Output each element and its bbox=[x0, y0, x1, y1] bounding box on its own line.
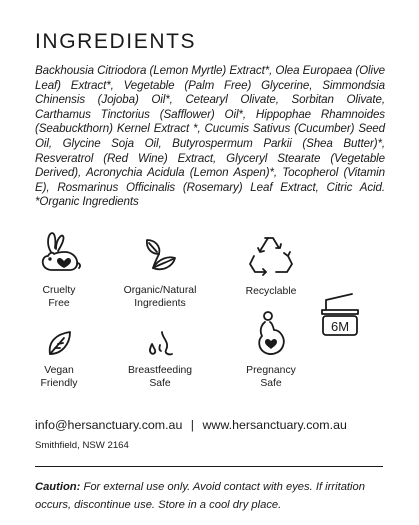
badge-shelf-life bbox=[318, 292, 368, 338]
badge-label: Safe bbox=[260, 378, 282, 390]
badge-label: Ingredients bbox=[134, 298, 186, 310]
badge-grid bbox=[0, 228, 419, 408]
badge-cruelty-free bbox=[9, 228, 109, 311]
open-jar-icon bbox=[318, 292, 362, 338]
shelf-life-text: 6M bbox=[330, 319, 350, 334]
recycle-icon bbox=[246, 232, 296, 278]
badge-label: Cruelty bbox=[42, 285, 76, 296]
rabbit-heart-icon bbox=[34, 230, 84, 278]
badge-vegan bbox=[9, 322, 109, 391]
leaves-icon bbox=[137, 232, 183, 278]
contact-separator: | bbox=[190, 418, 195, 432]
ingredients-list: Backhousia Citriodora (Lemon Myrtle) Extract*, Olea Europaea (Olive Leaf) Extract*, Vegetable (Palm Free) Glycerine, Simmondsia Chinensis (Jojoba) Oil*, Cetearyl Olivate, Sorbitan Olivate, Carthamus Tinctorius (Safflower) Oil*, Hippophae Rhamnoides (Seabuckthorn) Kernel Extract *, Cucumis Sativus (Cucumber) Seed Oil, Glycine Soja Oil, Butyrospermum Parkii (Shea Butter)*, Resveratrol (Red Wine) Extract, Glyceryl Stearate (Vegetable Derived), Acronychia Acidula (Lemon Aspen)*, Tocopherol (Vitamin E), Rosmarinus Officinalis (Rosemary) Leaf Extract, Citric Acid. *Organic Ingredients bbox=[35, 64, 385, 209]
pregnancy-icon bbox=[254, 310, 288, 358]
contact-line bbox=[35, 418, 347, 432]
badge-pregnancy bbox=[221, 322, 321, 391]
website-link[interactable]: www.hersanctuary.com.au bbox=[202, 418, 347, 432]
badge-label: Friendly bbox=[40, 378, 78, 390]
badge-breastfeeding bbox=[110, 322, 210, 391]
caution-notice bbox=[35, 478, 395, 514]
caution-label: Caution: bbox=[35, 481, 81, 493]
badge-label: Organic/Natural bbox=[123, 285, 197, 296]
section-title: INGREDIENTS bbox=[35, 30, 197, 53]
address: Smithfield, NSW 2164 bbox=[35, 440, 129, 451]
badge-label: Safe bbox=[149, 378, 171, 390]
badge-label: Pregnancy bbox=[246, 365, 296, 376]
leaf-icon bbox=[44, 328, 74, 358]
badge-recyclable bbox=[221, 228, 321, 298]
badge-label: Breastfeeding bbox=[127, 365, 193, 376]
badge-organic bbox=[110, 228, 210, 311]
caution-text: For external use only. Avoid contact with eyes. If irritation occurs, discontinue use. Store in a cool dry place. bbox=[35, 481, 365, 511]
badge-label: Recyclable bbox=[245, 286, 297, 297]
breastfeeding-icon bbox=[144, 328, 176, 358]
divider bbox=[35, 466, 383, 467]
badge-label: Vegan bbox=[44, 365, 74, 376]
email-link[interactable]: info@hersanctuary.com.au bbox=[35, 418, 183, 432]
badge-label: Free bbox=[48, 298, 70, 310]
